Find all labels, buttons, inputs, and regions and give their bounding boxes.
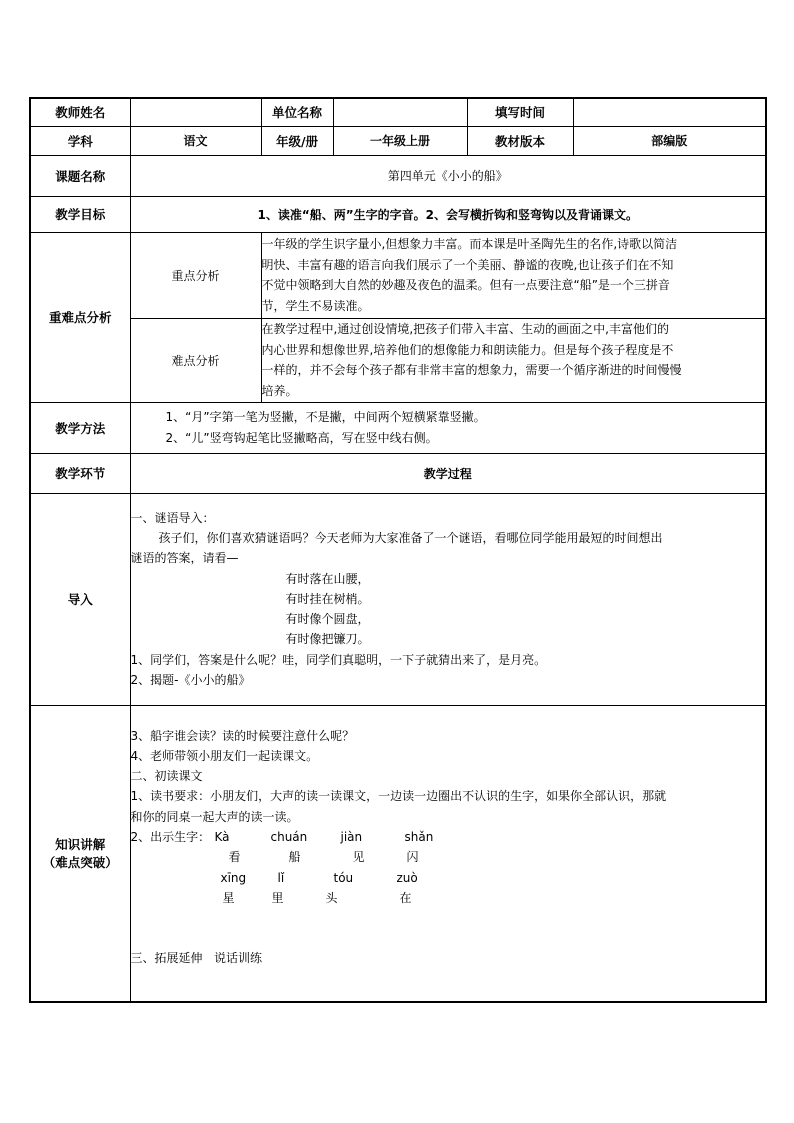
goal-value: 1、读准“船、两”生字的字音。2、会写横折钩和竖弯钩以及背诵课文。	[130, 196, 766, 232]
character: 星	[222, 890, 235, 905]
difficult-line: 在教学过程中,通过创设情境,把孩子们带入丰富、生动的画面之中,丰富他们的	[261, 322, 669, 336]
process-step-label: 教学环节	[30, 453, 130, 493]
grade-label: 年级/册	[261, 126, 333, 155]
chars-row-1	[131, 847, 766, 867]
intro-title: 一、谜语导入：	[130, 510, 215, 525]
analysis-label: 重难点分析	[30, 232, 130, 402]
character: 里	[271, 890, 284, 905]
key-analysis-label: 重点分析	[130, 232, 261, 318]
riddle-line: 有时像把镰刀。	[285, 632, 370, 647]
goal-label: 教学目标	[30, 196, 130, 232]
pinyin: chuán	[270, 829, 308, 844]
pinyin: lǐ	[277, 870, 285, 885]
riddle-line: 有时像个圆盘，	[285, 612, 370, 627]
knowledge-line: 3、船字谁会读？读的时候要注意什么呢？	[130, 728, 355, 743]
pinyin-row-2	[131, 868, 766, 888]
difficult-analysis-label: 难点分析	[130, 318, 261, 402]
subject-value: 语文	[130, 126, 261, 155]
key-line: 明快、丰富有趣的语言向我们展示了一个美丽、静谧的夜晚,也让孩子们在不知	[261, 257, 674, 272]
character: 在	[399, 890, 412, 905]
riddle-line: 有时挂在树梢。	[285, 591, 370, 606]
chars-label: 2、出示生字：	[130, 829, 211, 844]
grade-value: 一年级上册	[333, 126, 467, 155]
character: 看	[228, 850, 241, 865]
method-label: 教学方法	[30, 402, 130, 453]
knowledge-label-line2: （难点突破）	[42, 855, 118, 871]
pinyin: zuò	[396, 870, 418, 885]
intro-paragraph: 孩子们，你们喜欢猜谜语吗？今天老师为大家准备了一个谜语，看哪位同学能用最短的时间想出	[158, 530, 663, 545]
difficult-line: 一样的，并不会每个孩子都有非常丰富的想象力，需要一个循序渐进的时间慢慢	[261, 363, 682, 377]
difficult-analysis-text	[261, 318, 766, 402]
riddle-line: 有时落在山腰，	[285, 571, 370, 586]
knowledge-content	[130, 705, 766, 1002]
lesson-plan-table	[29, 97, 767, 1003]
intro-content	[130, 493, 766, 705]
character: 头	[325, 890, 338, 905]
knowledge-line: 二、初读课文	[130, 769, 203, 784]
pinyin: shǎn	[404, 829, 434, 844]
unit-name-label: 单位名称	[261, 98, 333, 126]
knowledge-label	[30, 705, 130, 1002]
topic-value: 第四单元《小小的船》	[130, 155, 766, 196]
teacher-name-value	[130, 98, 261, 126]
intro-answer: 1、同学们，答案是什么呢？哇，同学们真聪明，一下子就猜出来了，是月亮。	[130, 652, 547, 667]
knowledge-label-line1: 知识讲解	[55, 837, 106, 853]
difficult-line: 内心世界和想像世界,培养他们的想像能力和朗读能力。但是每个孩子程度是不	[261, 342, 674, 357]
subject-label: 学科	[30, 126, 130, 155]
key-line: 不觉中领略到大自然的妙趣及夜色的温柔。但有一点要注意“船”是一个三拼音	[261, 278, 670, 292]
intro-reveal: 2、揭题-《小小的船》	[130, 673, 251, 688]
unit-name-value	[333, 98, 467, 126]
pinyin: tóu	[333, 870, 354, 885]
character: 闪	[406, 850, 419, 865]
fill-date-value	[573, 98, 766, 126]
fill-date-label: 填写时间	[467, 98, 573, 126]
process-label: 教学过程	[130, 453, 766, 493]
knowledge-line: 和你的同桌一起大声的读一读。	[130, 809, 299, 824]
teacher-name-label: 教师姓名	[30, 98, 130, 126]
knowledge-line: 1、读书要求：小朋友们，大声的读一读课文，一边读一边圈出不认识的生字，如果你全部认识，那就	[130, 789, 667, 804]
pinyin-row-1	[131, 827, 766, 847]
character: 见	[352, 850, 365, 865]
pinyin: xīng	[220, 870, 247, 885]
key-line: 一年级的学生识字量小,但想象力丰富。而本课是叶圣陶先生的名作,诗歌以简洁	[261, 237, 678, 251]
topic-label: 课题名称	[30, 155, 130, 196]
difficult-line: 培养。	[261, 383, 298, 398]
knowledge-line: 4、老师带领小朋友们一起读课文。	[130, 748, 319, 763]
key-line: 节，学生不易读准。	[261, 298, 370, 313]
method-line: 2、“儿”竖弯钩起笔比竖撇略高，写在竖中线右侧。	[165, 430, 438, 445]
edition-label: 教材版本	[467, 126, 573, 155]
key-analysis-text	[261, 232, 766, 318]
character: 船	[288, 850, 301, 865]
edition-value: 部编版	[573, 126, 766, 155]
intro-label: 导入	[30, 493, 130, 705]
method-line: 1、“月”字第一笔为竖撇，不是撇，中间两个短横紧靠竖撇。	[165, 410, 486, 424]
pinyin: jiàn	[340, 829, 363, 844]
intro-paragraph-cont: 谜语的答案，请看—	[130, 551, 239, 566]
chars-row-2	[131, 888, 766, 908]
method-text	[130, 402, 766, 453]
pinyin: Kà	[214, 829, 230, 844]
extension-line: 三、拓展延伸 说话训练	[130, 951, 262, 966]
